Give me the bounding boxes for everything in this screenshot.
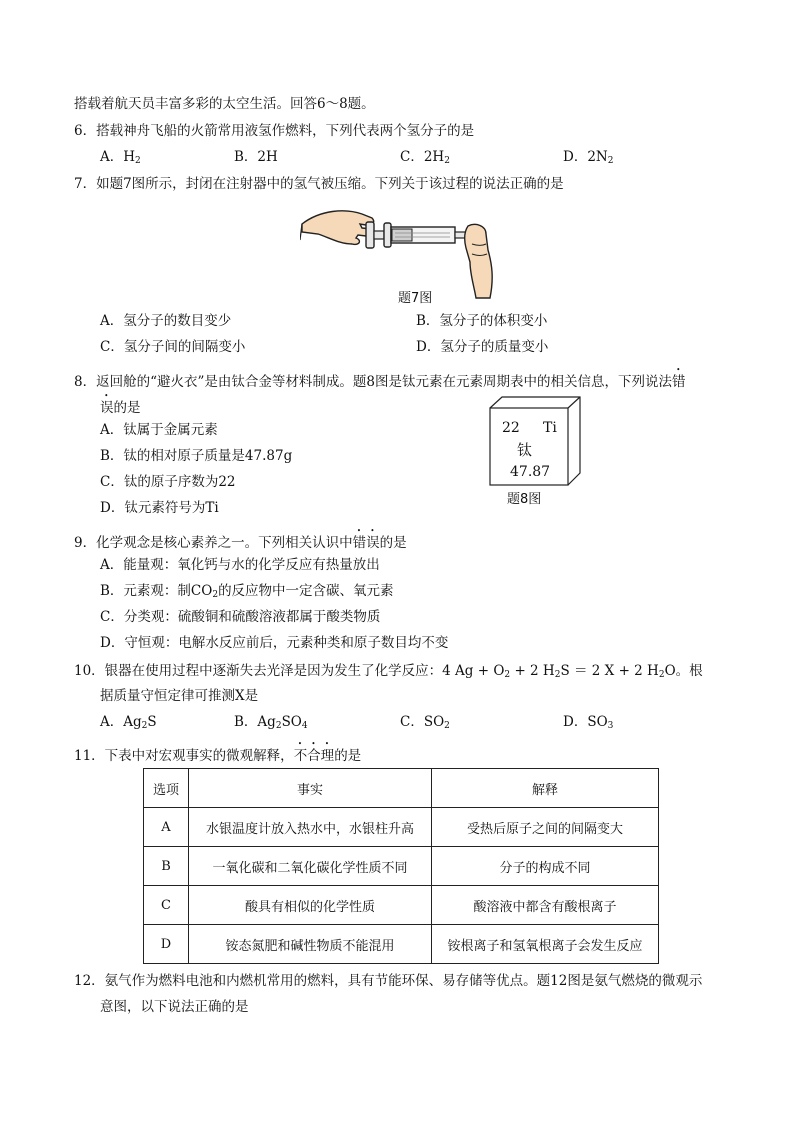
- element-atomic-number: 22: [502, 420, 520, 436]
- q9-option-c: C．分类观：硫酸铜和硫酸溶液都属于酸类物质: [100, 609, 381, 625]
- q7-stem: 7．如题7图所示，封闭在注射器中的氢气被压缩。下列关于该过程的说法正确的是: [74, 176, 564, 192]
- q8-option-d: D．钛元素符号为Ti: [100, 500, 219, 516]
- q8-stem: 8．返回舱的“避火衣”是由钛合金等材料制成。题8图是钛元素在元素周期表中的相关信息，下列说法错: [74, 374, 686, 390]
- syringe-figure: [300, 204, 510, 300]
- table-cell: B: [144, 847, 189, 886]
- table-cell: D: [144, 925, 189, 964]
- element-atomic-mass: 47.87: [510, 464, 551, 480]
- table-cell: 受热后原子之间的间隔变大: [432, 808, 659, 847]
- q6-option-d: D．$2N_2$: [563, 149, 614, 166]
- table-row: [144, 847, 659, 886]
- q9-stem: 9．化学观念是核心素养之一。下列相关认识中错误的是: [74, 535, 407, 551]
- q6-stem: 6．搭载神舟飞船的火箭常用液氢作燃料，下列代表两个氢分子的是: [74, 123, 475, 139]
- q6-option-b: B．2H: [234, 149, 278, 165]
- table-row: [144, 925, 659, 964]
- q9-option-d: D．守恒观：电解水反应前后，元素种类和原子数目均不变: [100, 635, 449, 651]
- q6-option-c: C．$2H_2$: [400, 149, 450, 166]
- table-cell: C: [144, 886, 189, 925]
- q6-option-a: A．$H_2$: [100, 149, 141, 166]
- q8-option-a: A．钛属于金属元素: [100, 422, 218, 438]
- q7-option-c: C．氢分子间的间隔变小: [100, 339, 246, 355]
- table-cell: 一氧化碳和二氧化碳化学性质不同: [189, 847, 432, 886]
- q8-option-c: C．钛的原子序数为22: [100, 474, 236, 490]
- q10-stem-continued: 据质量守恒定律可推测X是: [100, 688, 259, 704]
- table-header-cell: 选项: [144, 769, 189, 808]
- table-header-cell: 解释: [432, 769, 659, 808]
- table-row: [144, 886, 659, 925]
- table-header-cell: 事实: [189, 769, 432, 808]
- table-cell: 铵根离子和氢氧根离子会发生反应: [432, 925, 659, 964]
- q7-option-b: B．氢分子的体积变小: [416, 313, 548, 329]
- table-header-row: [144, 769, 659, 808]
- element-name: 钛: [517, 441, 533, 459]
- q9-option-b: B．元素观：制$CO_2$的反应物中一定含碳、氧元素: [100, 583, 394, 600]
- q7-option-a: A．氢分子的数目变少: [100, 313, 232, 329]
- table-cell: 酸具有相似的化学性质: [189, 886, 432, 925]
- table-cell: 水银温度计放入热水中，水银柱升高: [189, 808, 432, 847]
- q12-stem-continued: 意图，以下说法正确的是: [100, 999, 249, 1015]
- q10-option-d: D．$SO_3$: [563, 714, 614, 731]
- element-symbol: Ti: [543, 420, 557, 436]
- facts-table: [143, 768, 659, 964]
- q9-option-a: A．能量观：氧化钙与水的化学反应有热量放出: [100, 557, 380, 573]
- table-cell: 铵态氮肥和碱性物质不能混用: [189, 925, 432, 964]
- table-row: [144, 808, 659, 847]
- q10-option-a: A．$Ag_2S$: [100, 714, 157, 731]
- table-cell: A: [144, 808, 189, 847]
- intro-text: 搭载着航天员丰富多彩的太空生活。回答6～8题。: [74, 96, 375, 112]
- q7-figure-caption: 题7图: [398, 291, 433, 306]
- q10-option-c: C．$SO_2$: [400, 714, 450, 731]
- q8-figure-caption: 题8图: [507, 492, 542, 507]
- q8-option-b: B．钛的相对原子质量是47.87g: [100, 448, 293, 464]
- table-cell: 分子的构成不同: [432, 847, 659, 886]
- q8-stem-continued: 误的是: [100, 400, 141, 416]
- q11-stem: 11．下表中对宏观事实的微观解释，不合理的是: [74, 748, 362, 764]
- table-cell: 酸溶液中都含有酸根离子: [432, 886, 659, 925]
- q12-stem: 12．氨气作为燃料电池和内燃机常用的燃料，具有节能环保、易存储等优点。题12图是氨气燃烧的微观示: [74, 973, 703, 989]
- q7-option-d: D．氢分子的质量变小: [416, 339, 549, 355]
- q10-option-b: B．$Ag_2SO_4$: [234, 714, 308, 731]
- q10-stem: 10．银器在使用过程中逐渐失去光泽是因为发生了化学反应：4 $Ag + O_2 + 2$ $H_2S = 2$ X + 2 $H_2O$。根: [74, 663, 703, 680]
